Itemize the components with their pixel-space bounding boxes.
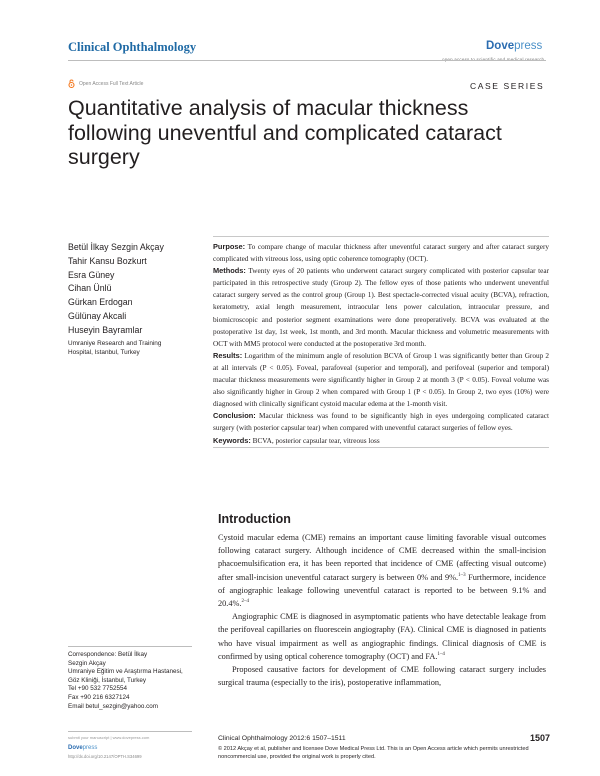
conclusion-label: Conclusion:	[213, 411, 256, 421]
author: Cihan Ünlü	[68, 283, 112, 294]
correspondence-line: Sezgin Akçay	[68, 659, 106, 667]
introduction-heading: Introduction	[218, 512, 291, 526]
publisher-logo	[486, 40, 542, 52]
author: Gülünay Akcali	[68, 310, 127, 321]
abstract-methods	[213, 265, 549, 350]
purpose-text: To compare change of macular thickness after uneventful cataract surgery and after cataract surgery complicated with vitreous loss, using optic coherence tomography (OCT).	[213, 243, 549, 264]
abstract-conclusion	[213, 410, 549, 434]
footer-left-divider	[68, 731, 192, 732]
journal-name: Clinical Ophthalmology	[68, 40, 197, 54]
article-title: Quantitative analysis of macular thickness following uneventful and complicated cataract surgery	[68, 96, 502, 169]
author: Betül İlkay Sezgin Akçay	[68, 242, 164, 252]
intro-paragraph-2: Angiographic CME is diagnosed in asymptomatic patients who have detectable leakage from the perifoveal capillaries on fluorescein angiography (FA). Clinical CME is diagnosed in patients who have visual impairment as well as angiographic findings. Clinical diagnosis of CME is confirmed by using optical coherence tomography (OCT) and FA.$^{1-4}$	[218, 612, 546, 661]
methods-label: Methods:	[213, 266, 246, 276]
results-text: Logarithm of the minimum angle of resolution BCVA of Group 1 was significantly better than Group 2 at all intervals (P < 0.05). Foveal, parafoveal (superior and temporal), and perifoveal (superior and temporal) macular thickness measurements were significantly higher in Group 2 at month 3 (P < 0.05). Foveal volume was also significantly higher in Group 2 when compared with Group 1 (P < 0.05). In Group 2, two eyes (10%) were diagnosed with clinically significant cystoid macular edema at the 1-month visit.	[213, 351, 550, 409]
author-list	[68, 241, 164, 338]
correspondence-block	[68, 651, 183, 711]
abstract-purpose	[213, 241, 549, 265]
correspondence-divider	[68, 646, 192, 647]
keywords-text: BCVA, posterior capsular tear, vitreous loss	[252, 436, 380, 445]
copyright-notice: © 2012 Akçay et al, publisher and licensee Dove Medical Press Ltd. This is an Open Access article which permits unrestricted noncommercial use, provided the original work is properly cited.	[218, 746, 529, 760]
footer-press: press	[82, 745, 98, 751]
purpose-label: Purpose:	[213, 242, 246, 251]
open-access-text: Open Access Full Text Article	[79, 80, 144, 87]
open-access-label	[68, 79, 143, 88]
citation-ref[interactable]: 2–4	[241, 599, 250, 605]
abstract-results	[213, 350, 549, 410]
correspondence-line: Göz Kliniği, İstanbul, Turkey	[68, 676, 147, 684]
correspondence-email[interactable]: Email betul_sezgin@yahoo.com	[68, 702, 159, 710]
submit-manuscript-link[interactable]: submit your manuscript | www.dovepress.com	[68, 735, 150, 740]
intro-paragraph-1: Cystoid macular edema (CME) remains an important cause limiting favorable visual outcomes following cataract surgery. Although incidence of CME decreased within the small-incision phacoemulsification era, it has been reported that incidence of CME (affecting visual outcome) after small-incision uneventful cataract surgery is between 0% and 9%.$^{1-3}$ Furthermore, incidence of angiographic leakage following uneventful cataract is reported to be between 9.1% and 20.4%.$^{2-4}$	[218, 533, 546, 609]
author: Gürkan Erdogan	[68, 297, 133, 308]
keywords-label: Keywords:	[213, 435, 251, 445]
footer-dove: Dove	[68, 745, 83, 751]
citation-ref[interactable]: 1–4	[437, 652, 445, 658]
affiliation-line: Umraniye Research and Training	[68, 340, 162, 347]
author: Tahir Kansu Bozkurt	[68, 255, 147, 266]
intro-paragraph-3: Proposed causative factors for development of CME following cataract surgery includes surgical trauma (especially to the iris), postoperative inflammation,	[218, 665, 546, 688]
doi-link[interactable]: http://dx.doi.org/10.2147/OPTH.S34699	[68, 754, 142, 759]
page-number: 1507	[530, 733, 551, 743]
publisher-dove: Dove	[486, 40, 515, 52]
footer-publisher-logo	[68, 745, 97, 751]
journal-citation: Clinical Ophthalmology 2012:6 1507–1511	[218, 735, 346, 742]
affiliation	[68, 339, 161, 358]
abstract-keywords	[213, 435, 549, 447]
open-access-lock-icon	[68, 79, 75, 88]
article-type: CASE SERIES	[470, 81, 545, 91]
abstract	[213, 236, 549, 448]
author: Huseyin Bayramlar	[68, 324, 143, 335]
methods-text: Twenty eyes of 20 patients who underwent cataract surgery complicated with posterior capsular tear participated in this retrospective study (Group 2). The fellow eyes of those patients who underwent uneventful cataract surgery served as the control group (Group 1). Best spectacle-corrected visual acuity (BCVA), refraction, keratometry, axial length measurement, intraocular lens power calculation, intraocular pressure, and biomicroscopic and posterior segment examinations were done preoperatively. BCVA was evaluated at the postoperative 1st day, 1st week, 1st month, and 3rd month. Macular thickness and volumetric measurements with OCT with MM5 protocol were conducted at the postoperative 3rd month.	[213, 267, 549, 348]
affiliation-line: Hospital, Istanbul, Turkey	[68, 349, 140, 357]
introduction-body	[218, 531, 546, 689]
correspondence-line: Umraniye Eğitim ve Araştırma Hastanesi,	[68, 668, 183, 676]
correspondence-line: Correspondence: Betül İlkay	[68, 651, 148, 658]
citation-ref[interactable]: 1–3	[458, 572, 466, 578]
header-divider	[68, 60, 546, 61]
conclusion-text: Macular thickness was found to be significantly high in eyes undergoing complicated cataract surgery (with posterior capsular tear) when compared with uneventful cataract surgeries of fellow eyes.	[213, 412, 549, 433]
correspondence-line: Fax +90 216 6327124	[68, 693, 130, 701]
author: Esra Güney	[68, 269, 115, 280]
correspondence-line: Tel +90 532 7752554	[68, 685, 127, 693]
results-label: Results:	[213, 350, 243, 360]
publisher-press: press	[514, 40, 543, 52]
